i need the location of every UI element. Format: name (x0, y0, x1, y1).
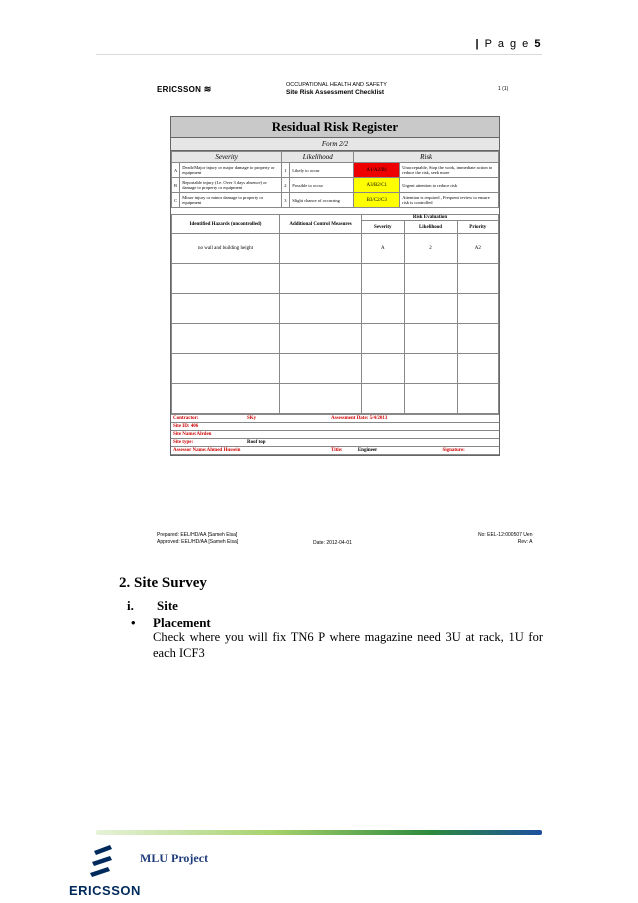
section-heading: 2. Site Survey (119, 575, 207, 591)
col-priority: Priority (457, 221, 498, 234)
residual-risk-form (170, 116, 500, 456)
doc-page: 1 (1) (498, 86, 509, 92)
legend-head-severity: Severity (172, 152, 282, 163)
table-row: no wall and building height A 2 A2 (172, 234, 499, 264)
doc-ericsson-logo: ERICSSON ≋ (157, 84, 212, 94)
page-number: | P a g e 5 (475, 38, 542, 50)
project-name: MLU Project (140, 851, 209, 865)
table-row (172, 384, 499, 414)
risk-code-yellow: B3/C2/C3 (354, 193, 400, 208)
legend-row: B Reportable injury (I.e. Over 3 days absence) or damage to property or equipment 2 Possible to occur A3/B2/C1 Urgent attention to reduce risk (172, 178, 499, 193)
legend-table (171, 151, 499, 208)
table-row (172, 294, 499, 324)
header-divider (96, 54, 542, 55)
ericsson-wordmark: ERICSSON (69, 883, 141, 898)
doc-footer-date: Date: 2012-04-01 (313, 540, 352, 546)
doc-footer-number: No: EEL-12:000507 Uen Rev: A (478, 532, 533, 545)
legend-row: A Death/Major injury or major damage to property or equipment 1 Likely to occur A1/A2/B1 Unacceptable, Stop the work, immediate action to reduce the risk, seek more (172, 163, 499, 178)
legend-row: C Minor injury or minor damage to property or equipment 3 Slight chance of occurring B3/C2/C3 Attention is required , Frequent review to ensure risk is controlled (172, 193, 499, 208)
col-severity: Severity (362, 221, 405, 234)
table-row (172, 324, 499, 354)
hazard-table (171, 214, 499, 414)
table-row (172, 354, 499, 384)
form-subtitle: Form 2/2 (171, 138, 499, 151)
risk-code-yellow: A3/B2/C1 (354, 178, 400, 193)
legend-head-likelihood: Likelihood (282, 152, 354, 163)
risk-code-red: A1/A2/B1 (354, 163, 400, 178)
doc-title: OCCUPATIONAL HEALTH AND SAFETY Site Risk Assessment Checklist (286, 82, 387, 96)
subsection-heading: i. Site (127, 598, 178, 613)
table-row (172, 264, 499, 294)
col-likelihood: Likelihood (404, 221, 457, 234)
form-title: Residual Risk Register (171, 117, 499, 138)
doc-footer-prepared: Prepared: EEL/HD/AA [Sameh Eisa] Approved: EEL/HD/AA [Sameh Eisa] (157, 532, 239, 545)
col-controls: Additional Control Measures (280, 215, 362, 234)
bullet-heading: • Placement (131, 615, 211, 630)
paragraph: Check where you will fix TN6 P where magazine need 3U at rack, 1U for each ICF3 (153, 630, 543, 660)
col-hazards: Identified Hazards (uncontrolled) (172, 215, 280, 234)
ericsson-logo-icon (88, 845, 118, 886)
form-footer: Contractor: SKy Assessment Date: 5/4/2013 Site ID: 406 Site Name:Alrden Site type: Roof top Assessor Name:Ahmed Hussein Title: Engineer Signature: (171, 414, 499, 455)
col-eval: Risk Evaluation (362, 215, 499, 221)
legend-head-risk: Risk (354, 152, 499, 163)
footer-gradient-bar (96, 830, 542, 835)
